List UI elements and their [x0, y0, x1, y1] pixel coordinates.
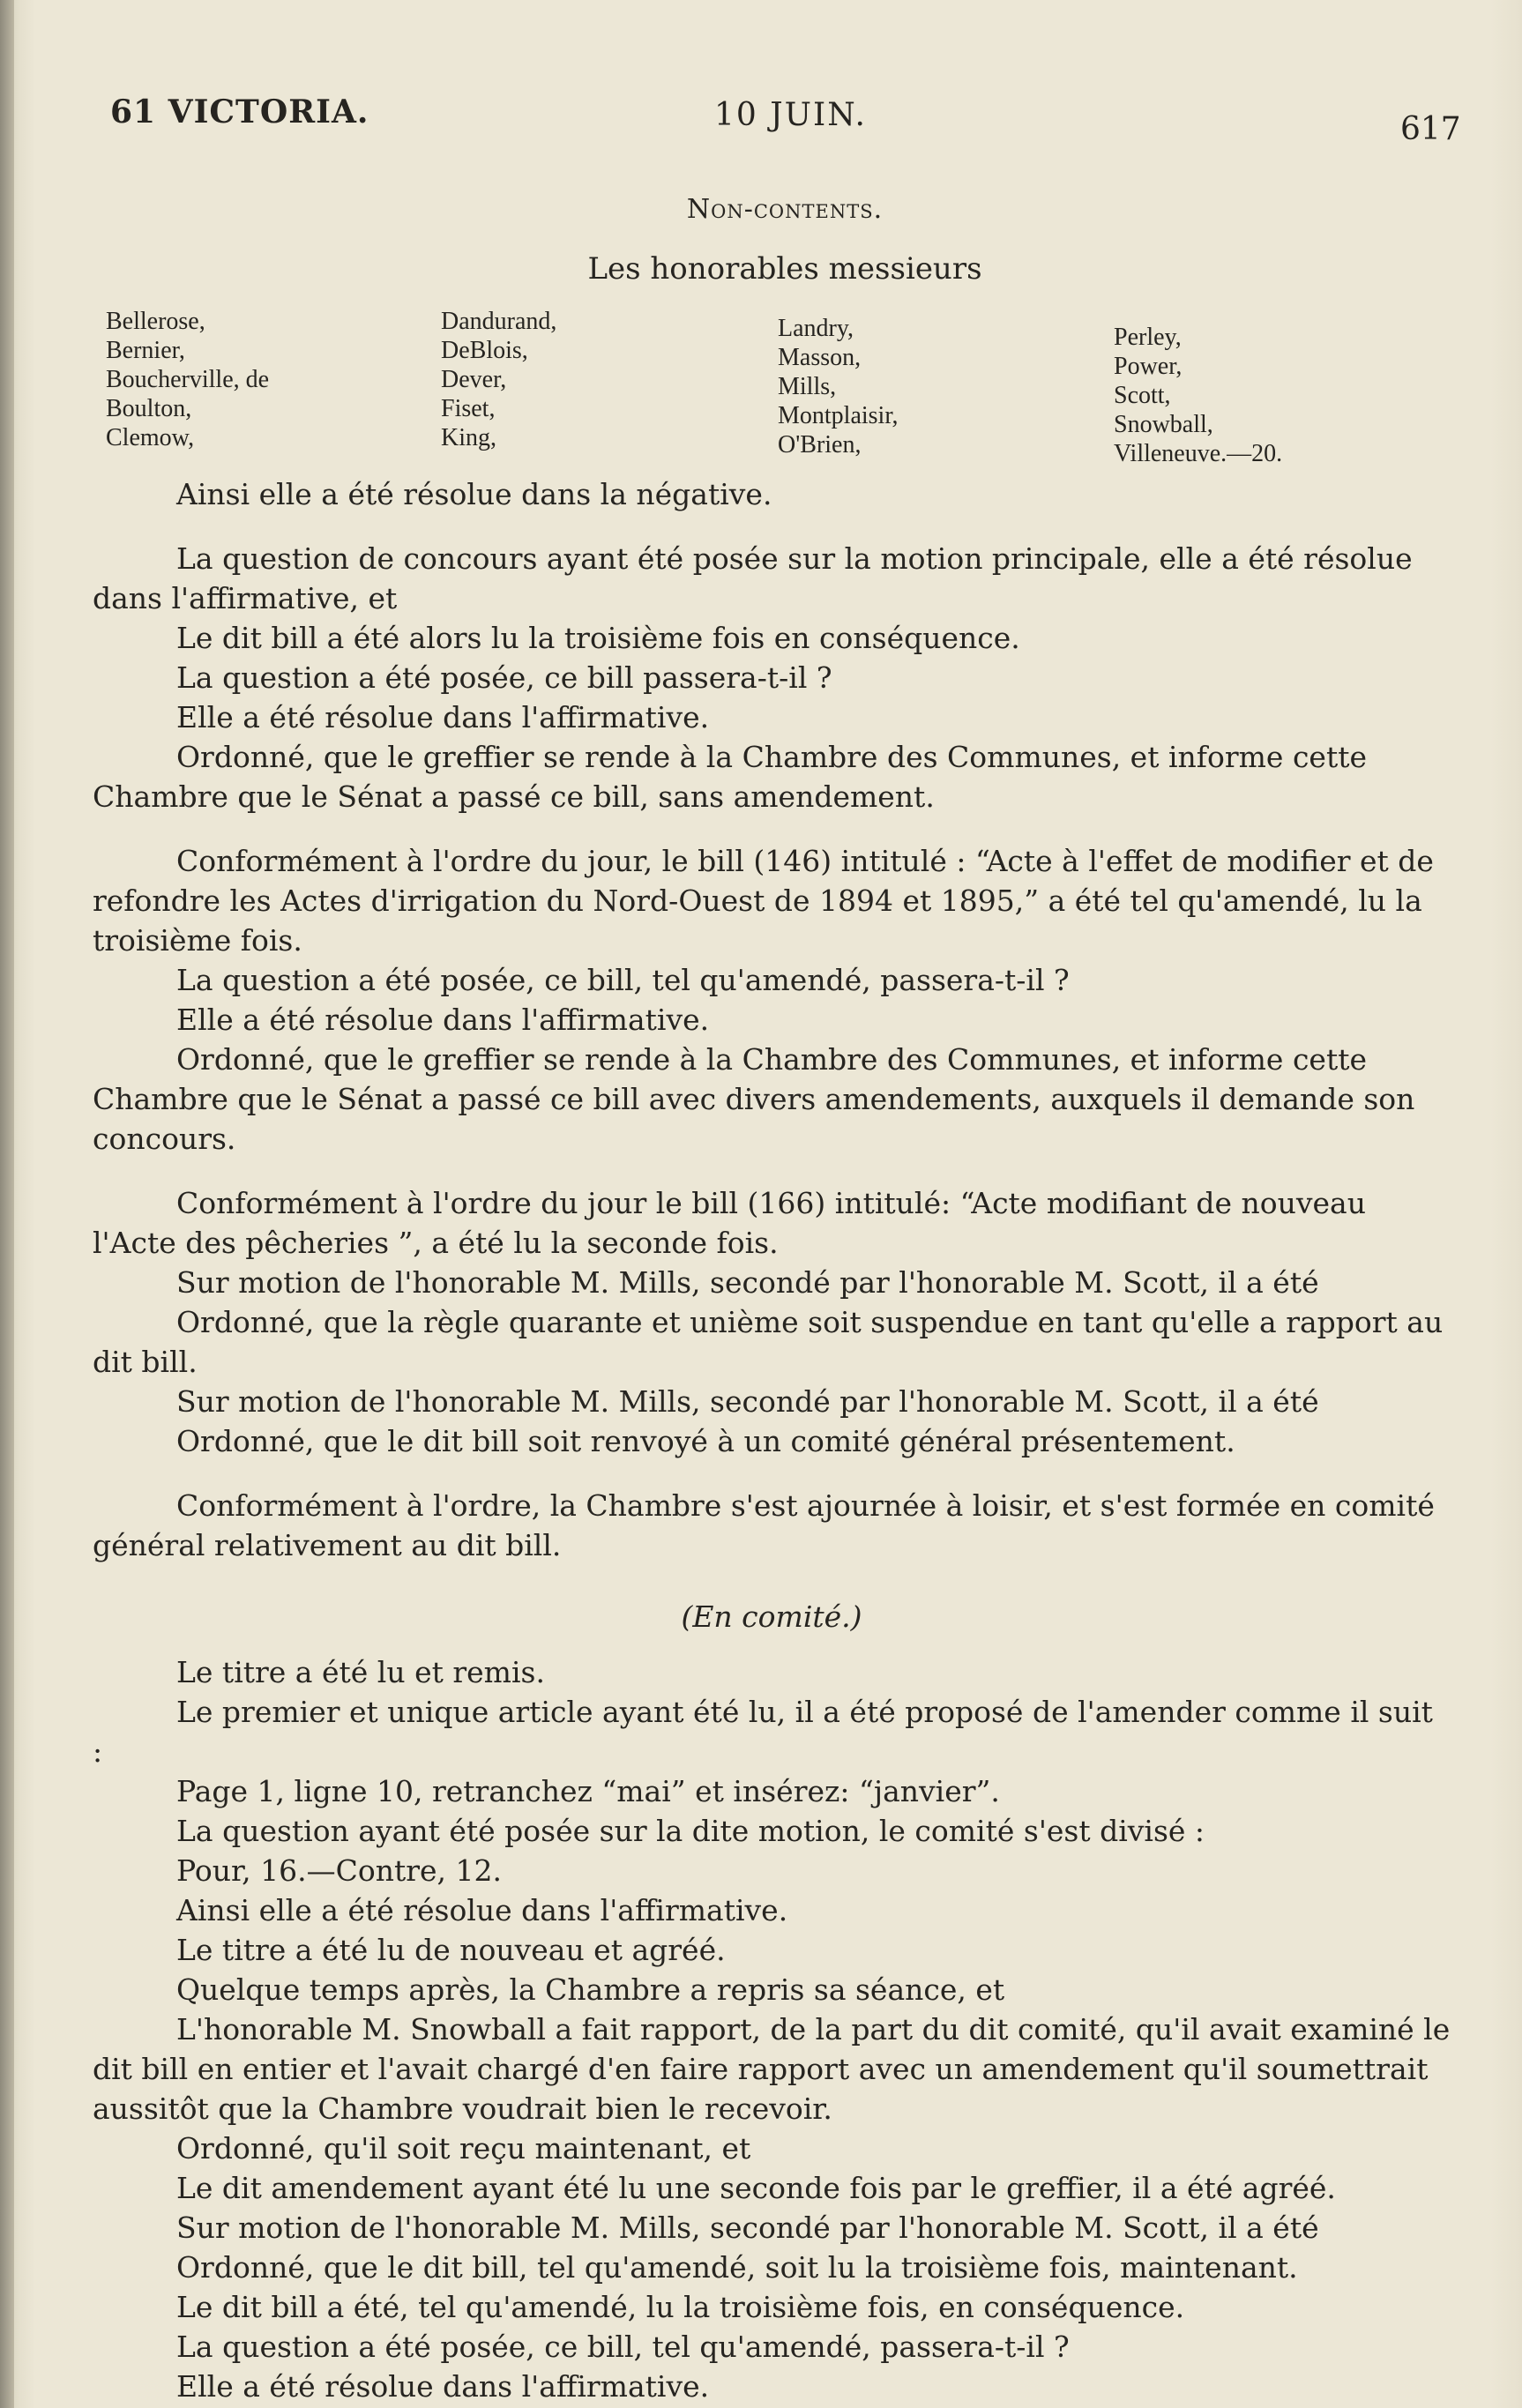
name-entry: King, [441, 424, 496, 451]
page-header [0, 88, 1522, 147]
paragraph: La question de concours ayant été posée sur la motion principale, elle a été résolue dans l'affirmative, et [93, 541, 1413, 615]
committee-heading: (En comité.) [681, 1599, 862, 1634]
paragraph: Pour, 16.—Contre, 12. [176, 1853, 502, 1888]
paragraph: Le dit bill a été, tel qu'amendé, lu la troisième fois, en conséquence. [176, 2290, 1185, 2324]
paragraph: Le premier et unique article ayant été lu, il a été proposé de l'amender comme il suit : [93, 1695, 1433, 1769]
paragraph: Sur motion de l'honorable M. Mills, secondé par l'honorable M. Scott, il a été [176, 1384, 1319, 1419]
paragraph: Elle a été résolue dans l'affirmative. [176, 2369, 710, 2404]
name-entry: Snowball, [1114, 411, 1213, 438]
body-text [93, 474, 1451, 2406]
page-number: 617 [1400, 111, 1461, 147]
name-entry: Dandurand, [441, 308, 557, 335]
names-list [106, 307, 1446, 466]
section-subtitle: Les honorables messieurs [587, 251, 982, 287]
paragraph: Conformément à l'ordre du jour le bill (166) intitulé: “Acte modifiant de nouveau l'Acte des pêcheries ”, a été lu la seconde fois. [93, 1186, 1366, 1260]
paragraph: Quelque temps après, la Chambre a repris sa séance, et [176, 1972, 1005, 2007]
name-entry: Villeneuve.—20. [1114, 440, 1283, 467]
paragraph: Sur motion de l'honorable M. Mills, secondé par l'honorable M. Scott, il a été [176, 1265, 1319, 1300]
names-column-4 [1114, 323, 1282, 468]
paragraph: Le titre a été lu de nouveau et agréé. [176, 1933, 726, 1967]
paragraph: Conformément à l'ordre, la Chambre s'est ajournée à loisir, et s'est formée en comité général relativement au dit bill. [93, 1488, 1435, 1562]
paragraph: Le dit bill a été alors lu la troisième fois en conséquence. [176, 621, 1020, 655]
section-title: Non-contents. [686, 194, 884, 225]
name-entry: DeBlois, [441, 337, 528, 364]
names-column-3 [778, 314, 899, 459]
names-column-2 [441, 307, 556, 452]
paragraph: Elle a été résolue dans l'affirmative. [176, 1003, 710, 1037]
page-binding-gutter [0, 0, 14, 2408]
name-entry: O'Brien, [778, 431, 862, 458]
paragraph: Page 1, ligne 10, retranchez “mai” et insérez: “janvier”. [176, 1774, 1000, 1808]
name-entry: Mills, [778, 373, 837, 400]
names-column-1 [106, 307, 269, 452]
paragraph: La question a été posée, ce bill, tel qu'amendé, passera-t-il ? [176, 2330, 1070, 2364]
paragraph: Ordonné, que la règle quarante et unième soit suspendue en tant qu'elle a rapport au dit bill. [93, 1305, 1444, 1379]
paragraph: Ainsi elle a été résolue dans l'affirmative. [176, 1893, 788, 1927]
paragraph: La question a été posée, ce bill, tel qu'amendé, passera-t-il ? [176, 963, 1070, 997]
paragraph: L'honorable M. Snowball a fait rapport, de la part du dit comité, qu'il avait examiné le dit bill en entier et l'avait chargé d'en faire rapport avec un amendement qu'il soumettrait aussitôt que la Chambre voudrait bien le recevoir. [93, 2012, 1451, 2126]
name-entry: Fiset, [441, 395, 496, 422]
paragraph: La question a été posée, ce bill passera-t-il ? [176, 660, 832, 695]
name-entry: Boucherville, de [106, 366, 270, 393]
name-entry: Bernier, [106, 337, 185, 364]
name-entry: Bellerose, [106, 308, 205, 335]
name-entry: Clemow, [106, 424, 195, 451]
paragraph: Le dit amendement ayant été lu une seconde fois par le greffier, il a été agréé. [176, 2171, 1336, 2205]
name-entry: Montplaisir, [778, 402, 899, 429]
paragraph: Ordonné, qu'il soit reçu maintenant, et [176, 2131, 751, 2166]
name-entry: Perley, [1114, 324, 1182, 351]
paragraph: Conformément à l'ordre du jour, le bill (146) intitulé : “Acte à l'effet de modifier et de refondre les Actes d'irrigation du Nord-Ouest de 1894 et 1895,” a été tel qu'amendé, lu la troisième fois. [93, 844, 1434, 958]
name-entry: Landry, [778, 315, 854, 342]
paragraph: Ordonné, que le dit bill soit renvoyé à un comité général présentement. [176, 1424, 1235, 1458]
header-regnal-year: 61 VICTORIA. [110, 93, 369, 130]
name-entry: Masson, [778, 344, 862, 371]
paragraph: Sur motion de l'honorable M. Mills, secondé par l'honorable M. Scott, il a été [176, 2210, 1319, 2245]
name-entry: Power, [1114, 353, 1183, 380]
name-entry: Boulton, [106, 395, 192, 422]
paragraph: Ordonné, que le dit bill, tel qu'amendé, soit lu la troisième fois, maintenant. [176, 2250, 1298, 2285]
name-entry: Scott, [1114, 382, 1171, 409]
paragraph: Ordonné, que le greffier se rende à la Chambre des Communes, et informe cette Chambre que le Sénat a passé ce bill, sans amendement. [93, 740, 1368, 814]
header-date: 10 JUIN. [714, 97, 867, 133]
paragraph: La question ayant été posée sur la dite motion, le comité s'est divisé : [176, 1814, 1205, 1848]
paragraph: Ainsi elle a été résolue dans la négative. [176, 477, 772, 511]
name-entry: Dever, [441, 366, 507, 393]
paragraph: Elle a été résolue dans l'affirmative. [176, 700, 710, 734]
paragraph: Ordonné, que le greffier se rende à la Chambre des Communes, et informe cette Chambre que le Sénat a passé ce bill avec divers amendements, auxquels il demande son concours. [93, 1042, 1415, 1156]
paragraph: Le titre a été lu et remis. [176, 1655, 545, 1689]
